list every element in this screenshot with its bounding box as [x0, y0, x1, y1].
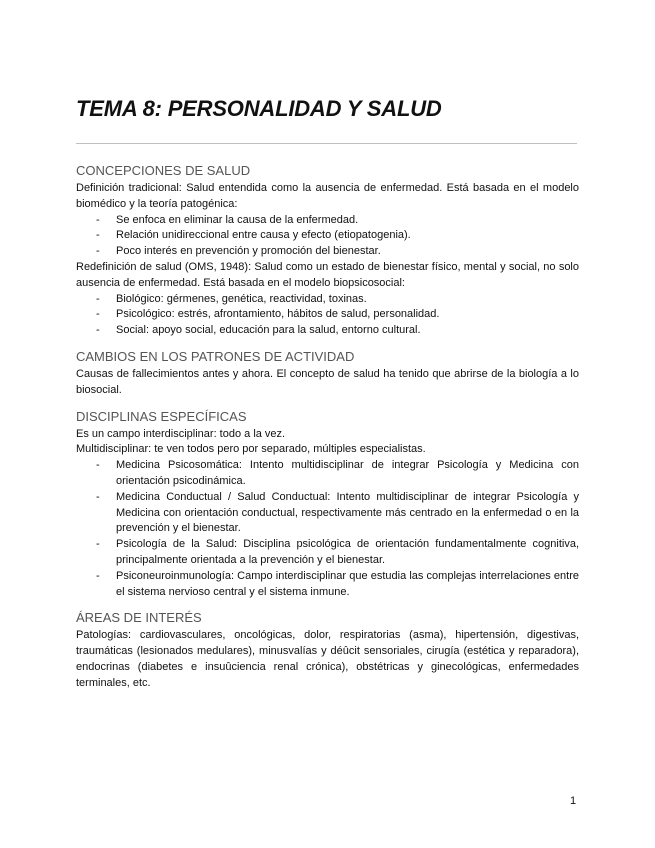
- section-concepciones: [76, 161, 579, 339]
- bullet-list: [76, 458, 579, 600]
- list-item-text: Poco interés en prevención y promoción del bienestar.: [116, 245, 381, 258]
- list-item: [76, 569, 579, 601]
- list-item-text: Psicológico: estrés, afrontamiento, hábitos de salud, personalidad.: [116, 308, 440, 321]
- dash-bullet: -: [96, 538, 100, 551]
- dash-bullet: -: [96, 213, 100, 226]
- section-heading: DISCIPLINAS ESPECÍFICAS: [76, 408, 247, 424]
- title-divider: [76, 143, 577, 144]
- paragraph: Es un campo interdisciplinar: todo a la vez.: [76, 427, 286, 440]
- list-item: [76, 537, 579, 569]
- list-item: [76, 458, 579, 490]
- list-item: [76, 244, 579, 260]
- section-disciplinas: [76, 407, 579, 601]
- list-item-text: Medicina Conductual / Salud Conductual: Intento multidisciplinar de integrar Psicología y Medicina con orientación conductual, respectivamente más centrado en la enfermedad o en la prevención y el bienestar.: [116, 490, 579, 535]
- list-item: [76, 213, 579, 229]
- dash-bullet: -: [96, 459, 100, 472]
- list-item-text: Relación unidireccional entre causa y efecto (etiopatogenia).: [116, 229, 411, 242]
- list-item: [76, 323, 579, 339]
- list-item-text: Social: apoyo social, educación para la salud, entorno cultural.: [116, 324, 421, 337]
- paragraph: Definición tradicional: Salud entendida como la ausencia de enfermedad. Está basada en el modelo biomédico y la teoría patogénica:: [76, 182, 579, 210]
- bullet-list: [76, 292, 579, 339]
- section-heading: CAMBIOS EN LOS PATRONES DE ACTIVIDAD: [76, 348, 355, 364]
- section-areas: [76, 608, 579, 691]
- page-number: 1: [570, 795, 577, 807]
- list-item: [76, 292, 579, 308]
- dash-bullet: -: [96, 324, 100, 337]
- list-item: [76, 307, 579, 323]
- dash-bullet: -: [96, 569, 100, 582]
- document-body: [76, 161, 579, 692]
- list-item: [76, 228, 579, 244]
- section-heading: ÁREAS DE INTERÉS: [76, 610, 202, 626]
- bullet-list: [76, 213, 579, 260]
- section-heading: CONCEPCIONES DE SALUD: [76, 163, 251, 178]
- paragraph: Patologías: cardiovasculares, oncológicas, dolor, respiratorias (asma), hipertensión, digestivas, traumáticas (lesionados medulares), minusvalías y déûcit sensoriales, cirugía (estética y reparadora), endocrinas (diabetes e insuûciencia renal crónica), obstétricas y ginecológicas, enfermedades terminales, etc.: [76, 629, 579, 689]
- paragraph: Redefinición de salud (OMS, 1948): Salud como un estado de bienestar físico, mental y social, no solo ausencia de enfermedad. Está basada en el modelo biopsicosocial:: [76, 260, 579, 289]
- dash-bullet: -: [96, 292, 100, 305]
- section-cambios: [76, 347, 579, 399]
- list-item-text: Se enfoca en eliminar la causa de la enfermedad.: [116, 213, 359, 226]
- dash-bullet: -: [96, 490, 100, 503]
- paragraph: Causas de fallecimientos antes y ahora. El concepto de salud ha tenido que abrirse de la biología a lo biosocial.: [76, 367, 579, 396]
- list-item-text: Medicina Psicosomática: Intento multidisciplinar de integrar Psicología y Medicina con orientación psicodinámica.: [116, 459, 579, 487]
- list-item-text: Psicología de la Salud: Disciplina psicológica de orientación fundamentalmente cognitiva, principalmente orientada a la prevención y el bienestar.: [116, 538, 579, 566]
- dash-bullet: -: [96, 308, 100, 321]
- page-title: TEMA 8: PERSONALIDAD Y SALUD: [76, 96, 442, 121]
- list-item: [76, 490, 579, 537]
- dash-bullet: -: [96, 245, 100, 258]
- paragraph: Multidisciplinar: te ven todos pero por separado, múltiples especialistas.: [76, 443, 426, 456]
- dash-bullet: -: [96, 229, 100, 242]
- list-item-text: Psiconeuroinmunología: Campo interdisciplinar que estudia las complejas interrelaciones entre el sistema nervioso central y el sistema inmune.: [116, 569, 579, 598]
- list-item-text: Biológico: gérmenes, genética, reactividad, toxinas.: [116, 292, 367, 305]
